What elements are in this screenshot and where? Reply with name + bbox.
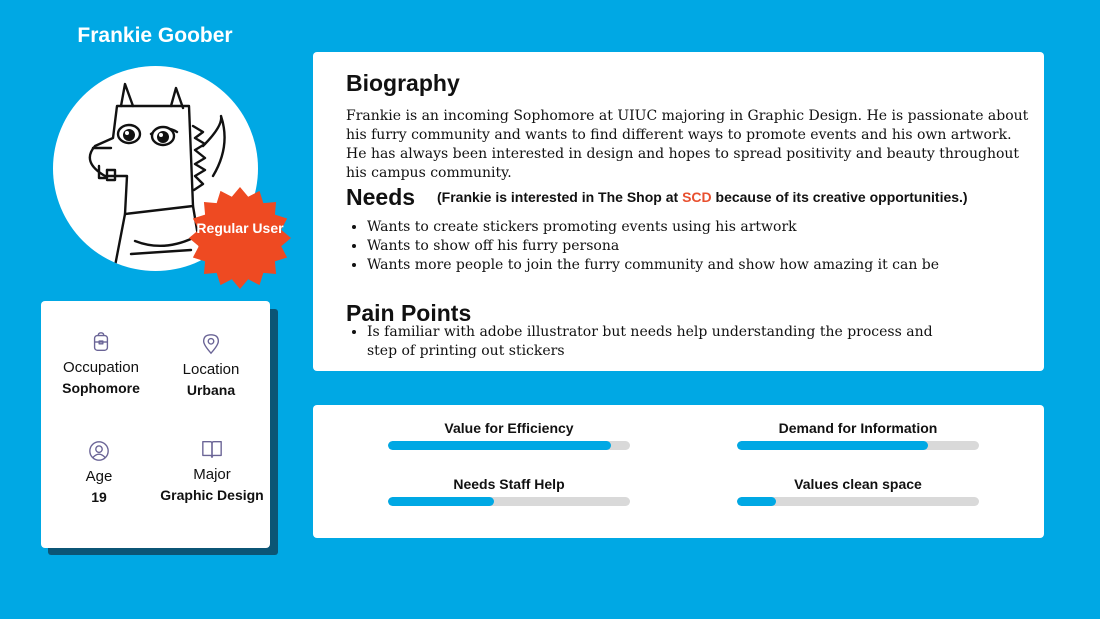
biography-title: Biography — [346, 70, 460, 96]
list-item: • Wants to create stickers promoting events using his artwork — [367, 218, 939, 237]
age-item — [44, 440, 154, 506]
pain-points-title: Pain Points — [346, 300, 472, 326]
biography-card — [313, 52, 1044, 371]
needs-note-prefix: (Frankie is interested in The Shop at — [437, 189, 683, 205]
metric-value-for-efficiency — [388, 420, 630, 450]
age-label: Age — [85, 468, 113, 485]
regular-user-badge — [188, 186, 292, 290]
badge-text: Regular User — [196, 220, 284, 236]
metric-values-clean-space — [737, 476, 979, 506]
metric-track — [737, 441, 979, 450]
list-item: • Wants to show off his furry persona — [367, 237, 939, 256]
metric-track — [388, 441, 630, 450]
metric-needs-staff-help — [388, 476, 630, 506]
backpack-icon — [90, 331, 112, 353]
metric-label: Needs Staff Help — [453, 476, 565, 492]
metric-label: Demand for Information — [778, 420, 938, 436]
metric-fill — [388, 497, 494, 506]
metric-fill — [737, 497, 776, 506]
persona-name: Frankie Goober — [77, 24, 233, 47]
list-item: • Wants more people to join the furry community and show how amazing it can be — [367, 256, 939, 275]
metric-track — [388, 497, 630, 506]
needs-note — [437, 189, 968, 205]
age-value: 19 — [91, 489, 107, 505]
pain-points-list — [349, 323, 947, 361]
location-item — [156, 333, 266, 399]
biography-text: Frankie is an incoming Sophomore at UIUC majoring in Graphic Design. He is passionate about his furry community and wants to find different ways to promote events and his own artwork. He has always been interested in design and hopes to spread positivity and beauty throughout his campus community. — [346, 108, 1029, 181]
metric-label: Value for Efficiency — [444, 420, 574, 436]
occupation-label: Occupation — [63, 359, 139, 376]
user-circle-icon — [88, 440, 110, 462]
needs-note-highlight: SCD — [682, 189, 712, 205]
location-value: Urbana — [186, 382, 236, 398]
major-item — [157, 438, 267, 504]
needs-title: Needs — [346, 184, 416, 210]
major-label: Major — [193, 466, 231, 483]
location-label: Location — [182, 361, 240, 378]
metrics-card — [313, 405, 1044, 538]
info-card — [41, 301, 270, 548]
needs-note-suffix: because of its creative opportunities.) — [711, 189, 968, 205]
metric-track — [737, 497, 979, 506]
metric-demand-for-information — [737, 420, 979, 450]
metric-fill — [388, 441, 611, 450]
list-item: • Is familiar with adobe illustrator but needs help understanding the process and step of printing out stickers — [367, 323, 947, 361]
needs-list — [349, 218, 939, 275]
book-icon — [201, 438, 223, 460]
location-pin-icon — [200, 333, 222, 355]
occupation-value: Sophomore — [62, 380, 140, 396]
badge-burst-icon — [188, 186, 292, 290]
metric-label: Values clean space — [794, 476, 922, 492]
major-value: Graphic Design — [160, 487, 264, 503]
occupation-item — [46, 331, 156, 397]
metric-fill — [737, 441, 928, 450]
